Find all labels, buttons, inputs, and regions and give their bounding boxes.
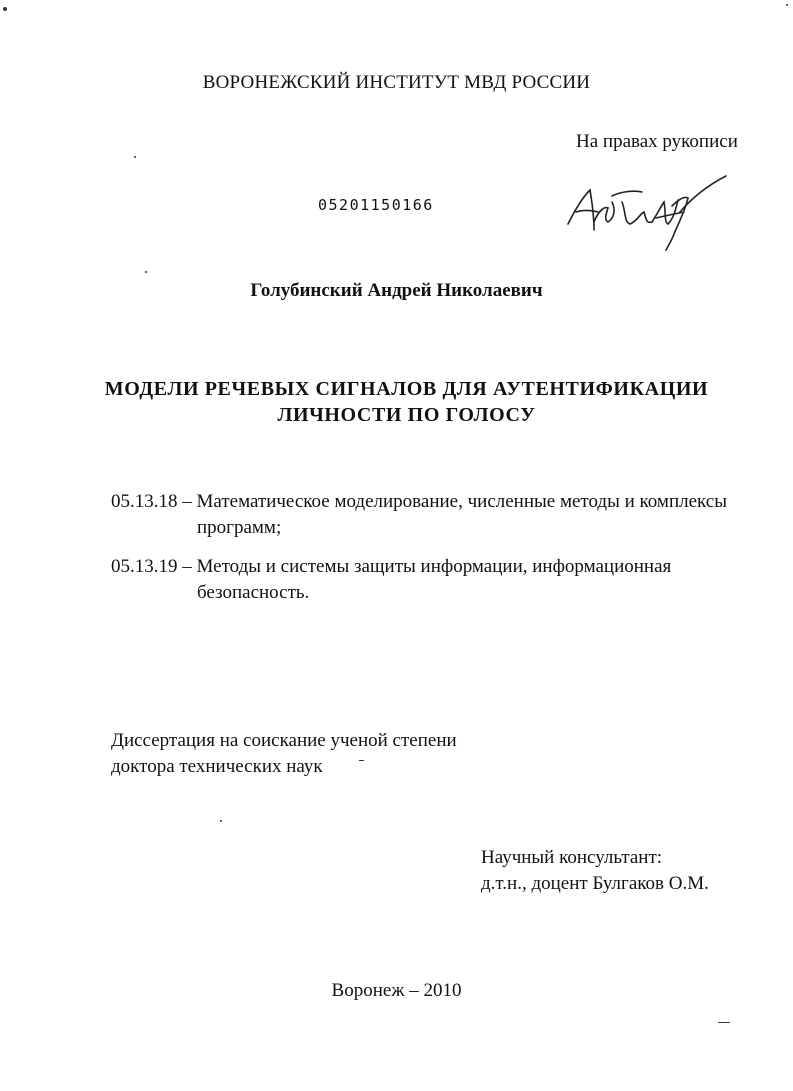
scan-speck	[359, 760, 364, 761]
scientific-consultant	[481, 845, 709, 897]
specialty-text-continued: программ;	[197, 517, 282, 538]
specialty-text: Методы и системы защиты информации, информационная	[196, 556, 672, 577]
degree-line-1: Диссертация на соискание ученой степени	[111, 730, 457, 751]
city-year: Воронеж – 2010	[331, 980, 462, 1001]
consultant-label: Научный консультант:	[481, 847, 663, 868]
scan-speck	[145, 271, 147, 273]
consultant-name: д.т.н., доцент Булгаков О.М.	[481, 873, 709, 894]
dissertation-title	[60, 376, 753, 428]
dissertation-degree	[111, 728, 457, 780]
specialty-item: 05.13.18 – Математическое моделирование, численные методы и комплексы программ;	[111, 489, 761, 541]
institute-name: ВОРОНЕЖСКИЙ ИНСТИТУТ МВД РОССИИ	[202, 72, 591, 93]
specialty-item: 05.13.19 – Методы и системы защиты информации, информационная безопасность.	[111, 554, 761, 606]
scan-speck	[718, 1022, 730, 1023]
author-name: Голубинский Андрей Николаевич	[250, 280, 543, 301]
scan-speck	[220, 820, 222, 822]
degree-line-2: доктора технических наук	[111, 756, 323, 777]
specialty-text: Математическое моделирование, численные методы и комплексы	[196, 491, 727, 512]
registration-code: 05201150166	[318, 196, 434, 214]
scan-speck	[786, 4, 788, 6]
rights-note: На правах рукописи	[576, 131, 738, 152]
title-line-2: ЛИЧНОСТИ ПО ГОЛОСУ	[277, 404, 536, 426]
scan-speck	[3, 7, 7, 11]
author-signature	[560, 172, 730, 252]
title-line-1: МОДЕЛИ РЕЧЕВЫХ СИГНАЛОВ ДЛЯ АУТЕНТИФИКАЦИИ	[104, 378, 709, 400]
scan-speck	[134, 156, 136, 158]
specialty-code: 05.13.18	[111, 491, 178, 512]
specialty-code: 05.13.19	[111, 556, 178, 577]
specialty-text-continued: безопасность.	[197, 582, 310, 603]
